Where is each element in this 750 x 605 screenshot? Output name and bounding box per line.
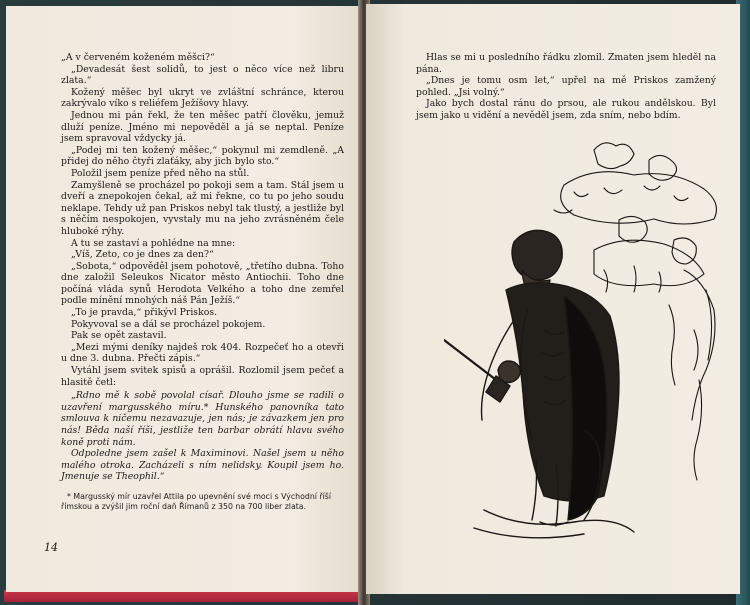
- foreground-figure: [444, 230, 634, 537]
- diary-quote: [61, 390, 344, 483]
- paragraph: Pak se opět zastavil.: [71, 330, 167, 342]
- paragraph: „Devadesát šest solidů, to jest o něco více než libru zlata.“: [61, 63, 344, 87]
- paragraph: „To je pravda,“ přikývl Priskos.: [71, 307, 218, 319]
- paragraph: Pokyvoval se a dál se procházel pokojem.: [71, 318, 266, 330]
- left-page: [6, 6, 362, 592]
- paragraph: „Dnes je tomu osm let,“ upřel na mě Priskos zamžený pohled. „Jsi volný.“: [416, 75, 716, 98]
- paragraph: „Podej mi ten kožený měšec,“ pokynul mi zemdleně. „A přidej do něho čtyři zlaťáky, aby jich bylo sto.“: [61, 144, 344, 168]
- paragraph: „A v červeném koženém měšci?“: [61, 52, 215, 63]
- paragraph: Vytáhl jsem svitek spisů a oprášil. Rozlomil jsem pečeť a hlasitě četl:: [61, 365, 344, 388]
- right-page-body: [416, 52, 716, 122]
- right-page: [366, 4, 740, 594]
- paragraph: Jednou mi pán řekl, že ten měšec patří člověku, jemuž dluží peníze. Jméno mi nepověděl a já se neptal. Peníze jsem spravoval vždycky já.: [61, 109, 344, 145]
- paragraph: „Víš, Zeto, co je dnes za den?“: [71, 249, 214, 261]
- paragraph: „Sobota,“ odpověděl jsem pohotově, „třetího dubna. Toho dne založil Seleukos Nicator město Antiochii. Toho dne počíná vláda synů Herodota Velkého a toho dne zemřel podle mínění mnohých náš Pán Ježíš.“: [61, 260, 344, 307]
- footnote: [61, 492, 333, 513]
- left-page-body: [61, 52, 344, 483]
- ink-illustration: [444, 130, 734, 560]
- footnote-text: * Margusský mír uzavřel Attila po upevnění své moci s Východní říší římskou a zvýšil jim roční daň Římanů z 350 na 700 liber zlata.: [61, 492, 332, 512]
- paragraph: Zamyšleně se procházel po pokoji sem a tam. Stál jsem u dveří a znepokojen čekal, až mi řekne, co tu po jeho soudu neklape. Tehdy už pan Priskos nebyl tak tlustý, a jestliže byl s něčím nespokojen, vyvstaly mu na jeho zvrásněném čele hluboké rýhy.: [61, 179, 344, 237]
- page-number: 14: [44, 541, 58, 554]
- paragraph: „Mezi mými deníky najdeš rok 404. Rozpečeť ho a otevři u dne 3. dubna. Přečti zápis.“: [61, 341, 344, 365]
- quote-paragraph: Odpoledne jsem zašel k Maximinovi. Našel jsem u něho malého otroka. Zacházeli s ním nelidsky. Koupil jsem ho. Jmenuje se Theophil.“: [61, 448, 344, 483]
- paragraph: Hlas se mi u posledního řádku zlomil. Zmaten jsem hleděl na pána.: [416, 52, 716, 75]
- quote-paragraph: „Rdno mě k sobě povolal císař. Dlouho jsme se radili o uzavření margusského míru.* Hunského panovníka tato smlouva k ničemu nezavazuje, jen nás; je závazkem jen pro nás! Běda naší říši, jestliže ten barbar obrátí hlavu svého koně proti nám.: [61, 390, 344, 448]
- paragraph: A tu se zastaví a pohlédne na mne:: [71, 237, 236, 249]
- paragraph: Položil jsem peníze před něho na stůl.: [71, 167, 250, 179]
- paragraph: Kožený měšec byl ukryt ve zvláštní schránce, kterou zakrývalo víko s reliéfem Ježíšovy hlavy.: [61, 86, 344, 110]
- paragraph: Jako bych dostal ránu do prsou, ale rukou andělskou. Byl jsem jako u vidění a nevěděl jsem, zda sním, nebo bdím.: [416, 98, 716, 121]
